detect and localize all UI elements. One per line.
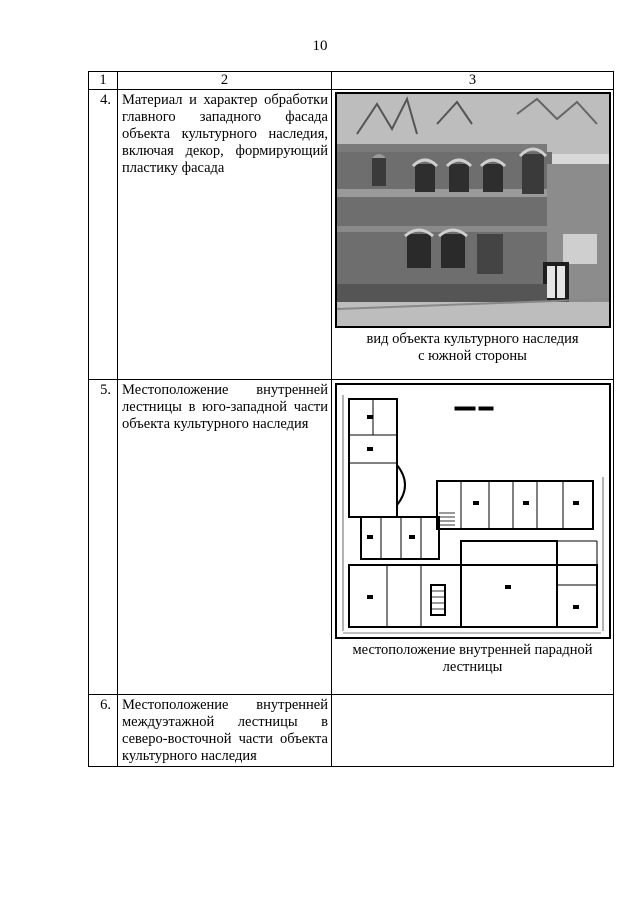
photo-caption-line1: вид объекта культурного наследия: [366, 331, 579, 347]
plan-caption-line2: лестницы: [442, 659, 503, 675]
row-description: Местоположение внутренней междуэтажной лестницы в северо-восточной части объекта культурного наследия: [118, 695, 332, 767]
row-number: 5.: [89, 380, 118, 695]
table-row: [89, 380, 614, 695]
column-header-1: 1: [89, 72, 118, 90]
column-header-2: 2: [118, 72, 332, 90]
building-facade-photo: [335, 92, 611, 328]
table-row: [89, 695, 614, 767]
plan-caption-line1: местоположение внутренней парадной: [352, 642, 593, 658]
row-number: 4.: [89, 90, 118, 380]
row-illustration: [332, 380, 614, 695]
page-number: 10: [312, 38, 328, 54]
column-header-3: 3: [332, 72, 614, 90]
row-number: 6.: [89, 695, 118, 767]
table-header-row: [89, 72, 614, 90]
heritage-object-table: [88, 71, 614, 767]
photo-caption-line2: с южной стороны: [418, 348, 527, 364]
table-row: [89, 90, 614, 380]
row-description: Материал и характер обработки главного западного фасада объекта культурного наследия, включая декор, формирующий пластику фасада: [118, 90, 332, 380]
row-illustration: [332, 90, 614, 380]
row-description: Местоположение внутренней лестницы в юго-западной части объекта культурного наследия: [118, 380, 332, 695]
row-illustration: [332, 695, 614, 767]
floor-plan-drawing: [335, 383, 611, 639]
